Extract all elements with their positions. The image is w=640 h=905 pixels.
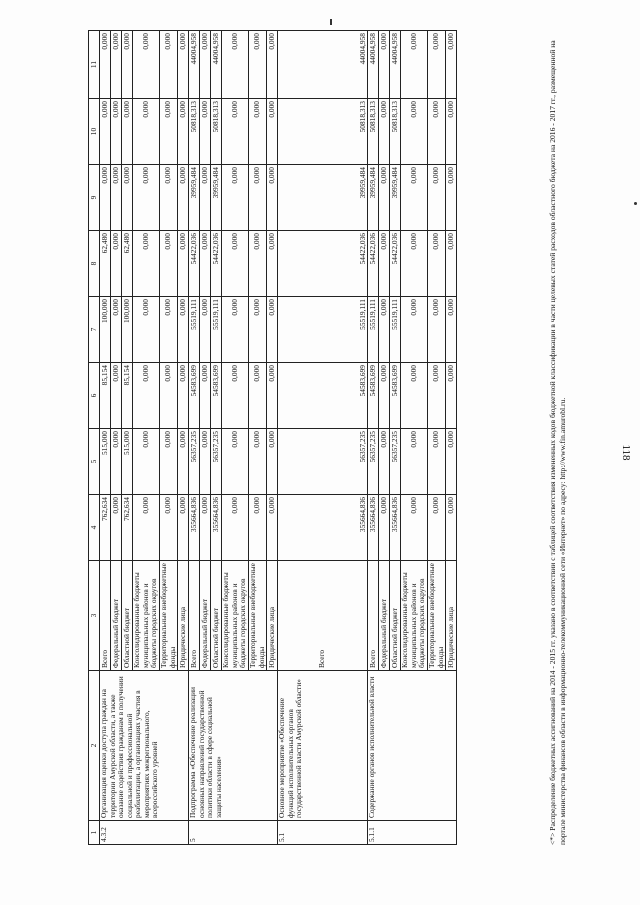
funding-source: Территориальные внебюджетные фонды bbox=[428, 561, 446, 671]
amount-cell: 0,000 bbox=[428, 31, 446, 99]
amount-cell: 85,154 bbox=[100, 363, 111, 429]
amount-cell: 44004,958 bbox=[211, 31, 222, 99]
amount-cell: 0,000 bbox=[401, 165, 428, 231]
amount-cell: 0,000 bbox=[401, 31, 428, 99]
amount-cell: 0,000 bbox=[267, 99, 278, 165]
amount-cell: 0,000 bbox=[401, 495, 428, 561]
item-code: 4.3.2 bbox=[100, 821, 189, 845]
amount-cell: 62,480 bbox=[122, 231, 133, 297]
amount-cell: 0,000 bbox=[122, 31, 133, 99]
amount-cell: 0,000 bbox=[200, 297, 211, 363]
amount-cell: 0,000 bbox=[428, 363, 446, 429]
amount-cell: 39959,484 bbox=[368, 165, 379, 231]
amount-cell: 50818,313 bbox=[278, 99, 368, 165]
amount-cell: 0,000 bbox=[249, 429, 267, 495]
item-code: 5.1 bbox=[278, 821, 368, 845]
amount-cell: 0,000 bbox=[446, 429, 457, 495]
amount-cell: 0,000 bbox=[428, 495, 446, 561]
amount-cell: 0,000 bbox=[100, 165, 111, 231]
amount-cell: 0,000 bbox=[200, 99, 211, 165]
amount-cell: 44004,958 bbox=[390, 31, 401, 99]
funding-source: Областной бюджет bbox=[122, 561, 133, 671]
column-number: 8 bbox=[89, 231, 100, 297]
amount-cell: 55519,111 bbox=[189, 297, 200, 363]
funding-source: Консолидированные бюджеты муниципальных районов и бюджеты городских округов bbox=[222, 561, 249, 671]
amount-cell: 0,000 bbox=[178, 231, 189, 297]
amount-cell: 54583,699 bbox=[211, 363, 222, 429]
amount-cell: 44004,958 bbox=[189, 31, 200, 99]
amount-cell: 54422,036 bbox=[278, 231, 368, 297]
column-number: 5 bbox=[89, 429, 100, 495]
amount-cell: 0,000 bbox=[379, 363, 390, 429]
amount-cell: 0,000 bbox=[200, 363, 211, 429]
amount-cell: 0,000 bbox=[222, 429, 249, 495]
amount-cell: 0,000 bbox=[222, 363, 249, 429]
amount-cell: 0,000 bbox=[100, 31, 111, 99]
amount-cell: 0,000 bbox=[111, 429, 122, 495]
amount-cell: 0,000 bbox=[133, 231, 160, 297]
amount-cell: 0,000 bbox=[401, 297, 428, 363]
amount-cell: 0,000 bbox=[446, 495, 457, 561]
amount-cell: 55519,111 bbox=[211, 297, 222, 363]
amount-cell: 0,000 bbox=[133, 429, 160, 495]
funding-source: Областной бюджет bbox=[390, 561, 401, 671]
amount-cell: 0,000 bbox=[379, 429, 390, 495]
amount-cell: 0,000 bbox=[401, 429, 428, 495]
amount-cell: 0,000 bbox=[178, 165, 189, 231]
amount-cell: 0,000 bbox=[249, 495, 267, 561]
amount-cell: 0,000 bbox=[267, 165, 278, 231]
amount-cell: 0,000 bbox=[178, 297, 189, 363]
funding-source: Всего bbox=[278, 561, 368, 671]
amount-cell: 0,000 bbox=[111, 31, 122, 99]
column-number: 1 bbox=[89, 821, 100, 845]
amount-cell: 0,000 bbox=[133, 165, 160, 231]
amount-cell: 54422,036 bbox=[390, 231, 401, 297]
column-number: 4 bbox=[89, 495, 100, 561]
amount-cell: 762,634 bbox=[122, 495, 133, 561]
amount-cell: 0,000 bbox=[222, 99, 249, 165]
amount-cell: 0,000 bbox=[428, 99, 446, 165]
amount-cell: 0,000 bbox=[267, 429, 278, 495]
amount-cell: 0,000 bbox=[249, 297, 267, 363]
amount-cell: 0,000 bbox=[267, 363, 278, 429]
amount-cell: 355664,836 bbox=[278, 495, 368, 561]
amount-cell: 0,000 bbox=[133, 99, 160, 165]
item-title: Содержание органов исполнительной власти bbox=[368, 671, 457, 821]
amount-cell: 56357,235 bbox=[390, 429, 401, 495]
item-title: Основное мероприятие «Обеспечение функций исполнительных органов государственной власти Амурской области» bbox=[278, 671, 368, 821]
amount-cell: 0,000 bbox=[160, 429, 178, 495]
amount-cell: 0,000 bbox=[446, 363, 457, 429]
amount-cell: 0,000 bbox=[160, 99, 178, 165]
amount-cell: 0,000 bbox=[222, 165, 249, 231]
amount-cell: 56357,235 bbox=[211, 429, 222, 495]
amount-cell: 0,000 bbox=[100, 99, 111, 165]
amount-cell: 54583,699 bbox=[189, 363, 200, 429]
funding-source: Юридические лица bbox=[446, 561, 457, 671]
amount-cell: 39959,484 bbox=[211, 165, 222, 231]
amount-cell: 0,000 bbox=[200, 31, 211, 99]
amount-cell: 0,000 bbox=[446, 99, 457, 165]
amount-cell: 0,000 bbox=[122, 99, 133, 165]
amount-cell: 85,154 bbox=[122, 363, 133, 429]
amount-cell: 515,000 bbox=[100, 429, 111, 495]
amount-cell: 0,000 bbox=[160, 31, 178, 99]
amount-cell: 0,000 bbox=[249, 31, 267, 99]
amount-cell: 0,000 bbox=[178, 495, 189, 561]
amount-cell: 44004,958 bbox=[368, 31, 379, 99]
amount-cell: 62,480 bbox=[100, 231, 111, 297]
column-number: 2 bbox=[89, 671, 100, 821]
amount-cell: 0,000 bbox=[133, 495, 160, 561]
column-number: 11 bbox=[89, 31, 100, 99]
amount-cell: 54583,699 bbox=[390, 363, 401, 429]
amount-cell: 0,000 bbox=[133, 297, 160, 363]
table-row bbox=[100, 31, 111, 845]
amount-cell: 39959,484 bbox=[390, 165, 401, 231]
amount-cell: 0,000 bbox=[446, 165, 457, 231]
amount-cell: 0,000 bbox=[178, 429, 189, 495]
amount-cell: 0,000 bbox=[379, 31, 390, 99]
amount-cell: 54422,036 bbox=[189, 231, 200, 297]
amount-cell: 0,000 bbox=[160, 231, 178, 297]
amount-cell: 515,000 bbox=[122, 429, 133, 495]
funding-source: Консолидированные бюджеты муниципальных районов и бюджеты городских округов bbox=[133, 561, 160, 671]
amount-cell: 0,000 bbox=[178, 363, 189, 429]
amount-cell: 56357,235 bbox=[189, 429, 200, 495]
amount-cell: 0,000 bbox=[249, 165, 267, 231]
amount-cell: 54422,036 bbox=[211, 231, 222, 297]
table-row bbox=[189, 31, 200, 845]
amount-cell: 0,000 bbox=[160, 495, 178, 561]
amount-cell: 54583,699 bbox=[278, 363, 368, 429]
column-number: 7 bbox=[89, 297, 100, 363]
funding-source: Всего bbox=[100, 561, 111, 671]
column-number: 9 bbox=[89, 165, 100, 231]
amount-cell: 39959,484 bbox=[189, 165, 200, 231]
amount-cell: 0,000 bbox=[133, 363, 160, 429]
amount-cell: 54422,036 bbox=[368, 231, 379, 297]
scan-mark bbox=[634, 202, 637, 205]
amount-cell: 0,000 bbox=[249, 231, 267, 297]
amount-cell: 0,000 bbox=[222, 31, 249, 99]
item-code: 5 bbox=[189, 821, 278, 845]
amount-cell: 0,000 bbox=[200, 495, 211, 561]
amount-cell: 50818,313 bbox=[368, 99, 379, 165]
amount-cell: 56357,235 bbox=[278, 429, 368, 495]
amount-cell: 355664,836 bbox=[211, 495, 222, 561]
amount-cell: 0,000 bbox=[428, 231, 446, 297]
amount-cell: 0,000 bbox=[428, 429, 446, 495]
amount-cell: 0,000 bbox=[111, 297, 122, 363]
amount-cell: 355664,836 bbox=[189, 495, 200, 561]
amount-cell: 0,000 bbox=[111, 495, 122, 561]
amount-cell: 0,000 bbox=[133, 31, 160, 99]
amount-cell: 0,000 bbox=[267, 297, 278, 363]
amount-cell: 0,000 bbox=[111, 363, 122, 429]
amount-cell: 0,000 bbox=[249, 363, 267, 429]
budget-table-body bbox=[100, 31, 457, 845]
amount-cell: 0,000 bbox=[446, 31, 457, 99]
amount-cell: 0,000 bbox=[267, 31, 278, 99]
amount-cell: 0,000 bbox=[446, 231, 457, 297]
amount-cell: 55519,111 bbox=[278, 297, 368, 363]
funding-source: Всего bbox=[368, 561, 379, 671]
funding-source: Юридические лица bbox=[267, 561, 278, 671]
funding-source: Областной бюджет bbox=[211, 561, 222, 671]
amount-cell: 0,000 bbox=[401, 231, 428, 297]
amount-cell: 0,000 bbox=[446, 297, 457, 363]
amount-cell: 0,000 bbox=[111, 99, 122, 165]
amount-cell: 44004,958 bbox=[278, 31, 368, 99]
amount-cell: 0,000 bbox=[160, 297, 178, 363]
amount-cell: 50818,313 bbox=[211, 99, 222, 165]
table-row bbox=[278, 31, 368, 845]
amount-cell: 0,000 bbox=[111, 165, 122, 231]
scan-mark bbox=[330, 19, 332, 25]
amount-cell: 0,000 bbox=[200, 231, 211, 297]
amount-cell: 0,000 bbox=[178, 31, 189, 99]
amount-cell: 0,000 bbox=[111, 231, 122, 297]
footnote: <*> Распределение бюджетных ассигнований на 2014 - 2015 гг. указано в соответствии с таблицей соответствия измененных кодов бюджетной классификации в части целевых статей расходов областного бюджета на 2016 - 2017 гг., размещенной на портале министерства финансов области в информационно-телекоммуникационной сети «Интернет» по адресу: http://www.fin.amurobl.ru. bbox=[548, 40, 567, 845]
amount-cell: 0,000 bbox=[401, 99, 428, 165]
amount-cell: 0,000 bbox=[222, 495, 249, 561]
amount-cell: 100,000 bbox=[122, 297, 133, 363]
column-number: 10 bbox=[89, 99, 100, 165]
amount-cell: 100,000 bbox=[100, 297, 111, 363]
amount-cell: 0,000 bbox=[178, 99, 189, 165]
amount-cell: 55519,111 bbox=[390, 297, 401, 363]
table-row bbox=[368, 31, 379, 845]
amount-cell: 39959,484 bbox=[278, 165, 368, 231]
amount-cell: 0,000 bbox=[160, 165, 178, 231]
amount-cell: 355664,836 bbox=[390, 495, 401, 561]
amount-cell: 0,000 bbox=[379, 231, 390, 297]
amount-cell: 0,000 bbox=[122, 165, 133, 231]
amount-cell: 0,000 bbox=[222, 297, 249, 363]
amount-cell: 0,000 bbox=[428, 165, 446, 231]
funding-source: Юридические лица bbox=[178, 561, 189, 671]
amount-cell: 762,634 bbox=[100, 495, 111, 561]
amount-cell: 0,000 bbox=[200, 165, 211, 231]
amount-cell: 0,000 bbox=[379, 495, 390, 561]
funding-source: Консолидированные бюджеты муниципальных районов и бюджеты городских округов bbox=[401, 561, 428, 671]
amount-cell: 0,000 bbox=[379, 165, 390, 231]
item-code: 5.1.1 bbox=[368, 821, 457, 845]
amount-cell: 55519,111 bbox=[368, 297, 379, 363]
amount-cell: 54583,699 bbox=[368, 363, 379, 429]
funding-source: Территориальные внебюджетные фонды bbox=[160, 561, 178, 671]
amount-cell: 0,000 bbox=[379, 297, 390, 363]
column-number-row bbox=[89, 31, 100, 845]
funding-source: Всего bbox=[189, 561, 200, 671]
amount-cell: 0,000 bbox=[267, 495, 278, 561]
budget-table bbox=[88, 30, 457, 845]
page-number: 118 bbox=[620, 444, 632, 461]
amount-cell: 50818,313 bbox=[390, 99, 401, 165]
amount-cell: 0,000 bbox=[267, 231, 278, 297]
funding-source: Федеральный бюджет bbox=[200, 561, 211, 671]
amount-cell: 56357,235 bbox=[368, 429, 379, 495]
amount-cell: 0,000 bbox=[160, 363, 178, 429]
amount-cell: 0,000 bbox=[401, 363, 428, 429]
amount-cell: 0,000 bbox=[249, 99, 267, 165]
amount-cell: 0,000 bbox=[200, 429, 211, 495]
item-title: Подпрограмма «Обеспечение реализации основных направлений государственной политики области в сфере социальной защиты населения» bbox=[189, 671, 278, 821]
amount-cell: 0,000 bbox=[379, 99, 390, 165]
column-number: 6 bbox=[89, 363, 100, 429]
budget-table-wrapper bbox=[88, 35, 457, 845]
funding-source: Федеральный бюджет bbox=[379, 561, 390, 671]
column-number: 3 bbox=[89, 561, 100, 671]
amount-cell: 50818,313 bbox=[189, 99, 200, 165]
amount-cell: 355664,836 bbox=[368, 495, 379, 561]
item-title: Организация оценки доступа граждан на территории Амурской области, а также оказание содействия гражданам в получении социальной и профессиональной реабилитации, а организациях участия в мероприятиях межрегионального, всероссийского уровней bbox=[100, 671, 189, 821]
funding-source: Территориальные внебюджетные фонды bbox=[249, 561, 267, 671]
amount-cell: 0,000 bbox=[428, 297, 446, 363]
funding-source: Федеральный бюджет bbox=[111, 561, 122, 671]
amount-cell: 0,000 bbox=[222, 231, 249, 297]
